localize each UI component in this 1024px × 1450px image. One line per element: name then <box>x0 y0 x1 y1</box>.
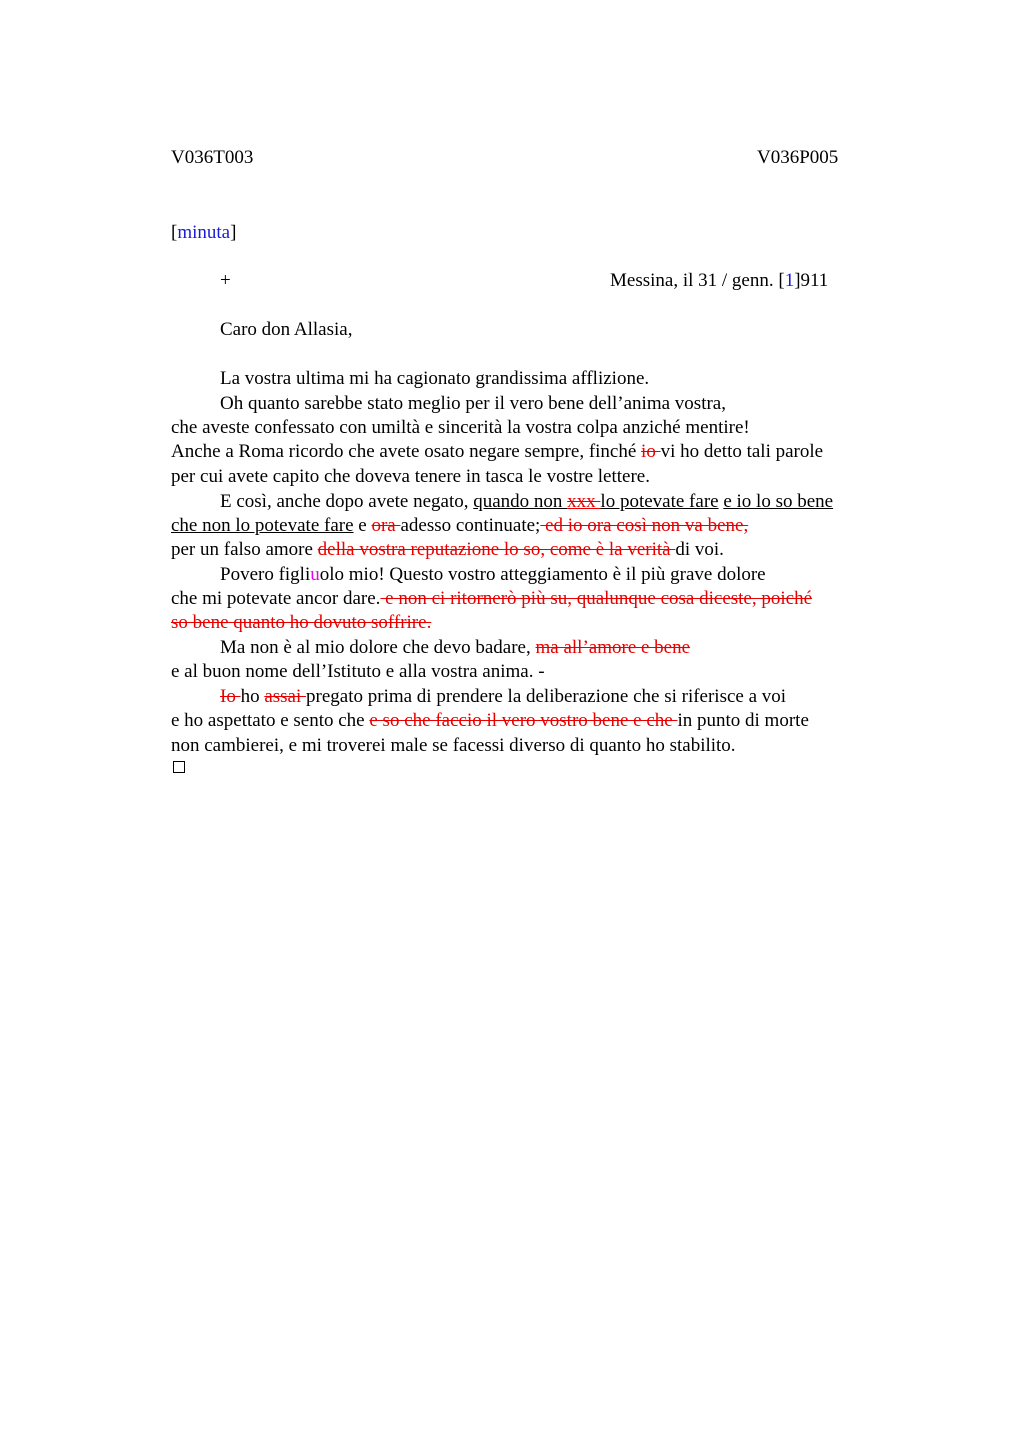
text-line-1: La vostra ultima mi ha cagionato grandissima afflizione. <box>220 368 650 389</box>
header-left-code: V036T003 <box>171 147 254 168</box>
cross-mark: + <box>220 270 231 291</box>
text-line-13: e al buon nome dell’Istituto e alla vostra anima. - <box>171 661 545 682</box>
salutation: Caro don Allasia, <box>220 319 353 340</box>
deleted-text: assai <box>264 686 307 707</box>
text-line-9: Povero figliuolo mio! Questo vostro atteggiamento è il più grave dolore <box>220 564 766 585</box>
text-line-10: che mi potevate ancor dare. e non ci ritornerò più su, qualunque cosa diceste, poiché <box>171 588 813 609</box>
minuta-label: [minuta] <box>171 222 237 243</box>
text-line-11 <box>171 612 431 634</box>
text-line-2: Oh quanto sarebbe stato meglio per il vero bene dell’anima vostra, <box>220 393 726 414</box>
deleted-text: so bene quanto ho dovuto soffrire. <box>171 612 432 633</box>
deleted-text: e so che faccio il vero vostro bene e che <box>369 710 678 731</box>
deleted-text: e non ci ritornerò più su, qualunque cosa diceste, poiché <box>380 588 813 609</box>
deleted-text: xxx <box>567 491 601 512</box>
text-line-4: Anche a Roma ricordo che avete osato negare sempre, finché io vi ho detto tali parole <box>171 441 824 462</box>
end-square-icon <box>173 761 185 773</box>
text-line-5: per cui avete capito che doveva tenere in tasca le vostre lettere. <box>171 466 650 487</box>
dateline-digit: 1 <box>784 270 795 291</box>
text-line-7: che non lo potevate fare e ora adesso continuate; ed io ora così non va bene, <box>171 515 749 536</box>
text-line-16: non cambierei, e mi troverei male se facessi diverso di quanto ho stabilito. <box>171 735 736 756</box>
deleted-text: della vostra reputazione lo so, come è la verità <box>317 539 676 560</box>
deleted-text: Io <box>220 686 241 707</box>
header-right-code: V036P005 <box>757 147 839 168</box>
text-line-3: che aveste confessato con umiltà e sincerità la vostra colpa anziché mentire! <box>171 417 750 438</box>
deleted-text: ora <box>371 515 401 536</box>
dateline: Messina, il 31 / genn. [1]911 <box>610 270 829 291</box>
text-line-15: e ho aspettato e sento che e so che faccio il vero vostro bene e che in punto di morte <box>171 710 809 731</box>
minuta-word: minuta <box>177 222 231 243</box>
underlined-text: e io lo so bene <box>723 491 834 512</box>
underlined-text: quando non <box>473 491 568 512</box>
inserted-letter: u <box>310 564 320 585</box>
underlined-text: che non lo potevate fare <box>171 515 354 536</box>
deleted-text: ma all’amore e bene <box>535 637 691 658</box>
underlined-text: lo potevate fare <box>600 491 719 512</box>
deleted-text: io <box>641 441 661 462</box>
text-line-8: per un falso amore della vostra reputazione lo so, come è la verità di voi. <box>171 539 724 560</box>
text-line-14: Io ho assai pregato prima di prendere la deliberazione che si riferisce a voi <box>220 686 787 707</box>
text-line-12: Ma non è al mio dolore che devo badare, ma all’amore e bene <box>220 637 691 658</box>
text-line-6: E così, anche dopo avete negato, quando non xxx lo potevate fare e io lo so bene <box>220 491 834 512</box>
deleted-text: ed io ora così non va bene, <box>540 515 749 536</box>
